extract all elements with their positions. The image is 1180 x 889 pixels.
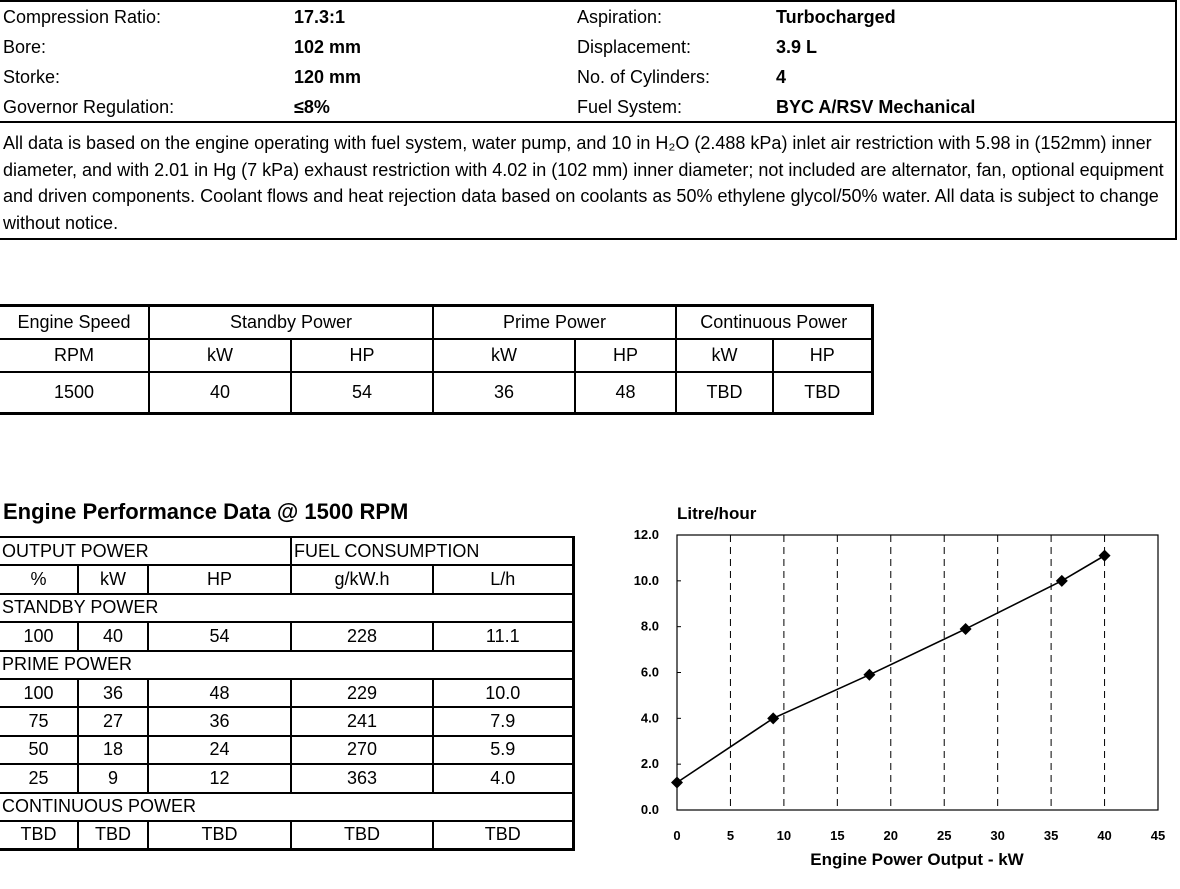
data-cell: 10.0	[433, 679, 573, 707]
performance-title: Engine Performance Data @ 1500 RPM	[3, 499, 409, 524]
data-cell: 40	[149, 372, 291, 414]
data-cell: 100	[0, 679, 78, 707]
data-cell: 40	[78, 622, 148, 650]
data-point	[1099, 550, 1111, 562]
data-cell: 24	[148, 736, 291, 764]
section-row	[0, 793, 573, 821]
section-row	[0, 594, 573, 622]
data-cell: 36	[433, 372, 575, 414]
header-continuous-power: Continuous Power	[676, 306, 872, 339]
data-point	[767, 712, 779, 724]
y-tick-label: 0.0	[640, 802, 659, 817]
data-cell: 1500	[0, 372, 149, 414]
fuel-consumption-chart	[620, 495, 1180, 889]
data-cell: 5.9	[433, 736, 573, 764]
data-point	[671, 777, 683, 789]
data-cell: 27	[78, 707, 148, 735]
spec-row	[0, 92, 1175, 122]
spec-label: Bore:	[3, 37, 47, 57]
section-row	[0, 651, 573, 679]
x-tick-label: 20	[883, 828, 899, 843]
spec-row	[0, 62, 1175, 92]
data-cell: 228	[291, 622, 433, 650]
data-cell: 36	[148, 707, 291, 735]
header-fuel-consumption: FUEL CONSUMPTION	[291, 537, 573, 565]
x-tick-label: 10	[776, 828, 792, 843]
data-cell: 241	[291, 707, 433, 735]
table-row	[0, 736, 573, 764]
data-cell: 48	[575, 372, 676, 414]
data-cell: TBD	[433, 821, 573, 849]
disclaimer-note: All data is based on the engine operating with fuel system, water pump, and 10 in H₂O (2.488 kPa) inlet air restriction with 5.98 in (152mm) inner diameter, and with 2.01 in Hg (7 kPa) exhaust restriction with 4.02 in (102 mm) inner diameter; not included are alternator, fan, optional equipment and driven components. Coolant flows and heat rejection data based on coolants as 50% ethylene glycol/50% water. All data is subject to change without notice.	[3, 133, 1164, 233]
data-cell: 4.0	[433, 764, 573, 792]
header-engine-speed: Engine Speed	[0, 306, 149, 339]
spec-label: Compression Ratio:	[3, 7, 162, 27]
y-tick-label: 4.0	[640, 710, 659, 726]
spec-label: Fuel System:	[577, 97, 683, 117]
data-cell: 25	[0, 764, 78, 792]
data-cell: 270	[291, 736, 433, 764]
data-cell: 229	[291, 679, 433, 707]
data-cell: TBD	[0, 821, 78, 849]
spec-value: 102 mm	[294, 37, 362, 57]
x-tick-label: 25	[936, 828, 952, 843]
data-point	[863, 669, 875, 681]
y-tick-label: 12.0	[633, 527, 659, 542]
section-label: CONTINUOUS POWER	[0, 793, 573, 821]
spec-value: 120 mm	[294, 67, 362, 87]
data-cell: 48	[148, 679, 291, 707]
table-row	[0, 764, 573, 792]
data-cell: 100	[0, 622, 78, 650]
data-cell: 18	[78, 736, 148, 764]
header-prime-power: Prime Power	[433, 306, 676, 339]
x-tick-label: 5	[726, 828, 735, 843]
data-cell: 36	[78, 679, 148, 707]
x-tick-label: 45	[1150, 828, 1166, 843]
unit-cell: HP	[773, 339, 872, 372]
performance-table	[0, 536, 575, 851]
data-cell: TBD	[78, 821, 148, 849]
data-cell: 7.9	[433, 707, 573, 735]
unit-cell: RPM	[0, 339, 149, 372]
data-point	[960, 623, 972, 635]
unit-cell: kW	[149, 339, 291, 372]
unit-cell: kW	[676, 339, 773, 372]
table-row	[0, 565, 573, 593]
table-row	[0, 372, 872, 414]
spec-label: Aspiration:	[577, 7, 663, 27]
y-tick-label: 8.0	[640, 618, 659, 634]
spec-label: Storke:	[3, 67, 61, 87]
axis-ticks	[634, 527, 1166, 843]
chart-title: Litre/hour	[677, 504, 757, 523]
header-output-power: OUTPUT POWER	[0, 537, 291, 565]
spec-value: ≤8%	[294, 97, 330, 117]
table-row	[0, 679, 573, 707]
spec-row	[0, 2, 1175, 32]
x-tick-label: 35	[1043, 828, 1059, 843]
x-tick-label: 15	[830, 828, 845, 843]
spec-value: 17.3:1	[294, 7, 346, 27]
header-kw: kW	[78, 565, 148, 593]
table-row	[0, 537, 573, 565]
header-standby-power: Standby Power	[149, 306, 433, 339]
data-cell: TBD	[676, 372, 773, 414]
spec-label: No. of Cylinders:	[577, 67, 711, 87]
section-label: PRIME POWER	[0, 651, 573, 679]
unit-cell: kW	[433, 339, 575, 372]
y-tick-label: 10.0	[633, 572, 659, 588]
table-row	[0, 306, 872, 339]
data-cell: 54	[148, 622, 291, 650]
spec-row	[0, 32, 1175, 62]
table-row	[0, 821, 573, 849]
spec-value: Turbocharged	[776, 7, 896, 27]
data-cell: 12	[148, 764, 291, 792]
spec-value: BYC A/RSV Mechanical	[776, 97, 976, 117]
header-pct: %	[0, 565, 78, 593]
header-hp: HP	[148, 565, 291, 593]
data-cell: 11.1	[433, 622, 573, 650]
x-tick-label: 30	[990, 828, 1005, 843]
spec-grid	[0, 2, 1175, 123]
table-row	[0, 622, 573, 650]
spec-label: Displacement:	[577, 37, 692, 57]
spec-label: Governor Regulation:	[3, 97, 175, 117]
table-row	[0, 707, 573, 735]
data-cell: TBD	[291, 821, 433, 849]
table-row	[0, 339, 872, 372]
data-cell: 9	[78, 764, 148, 792]
unit-cell: HP	[575, 339, 676, 372]
data-cell: 50	[0, 736, 78, 764]
data-cell: TBD	[773, 372, 872, 414]
y-tick-label: 6.0	[640, 664, 659, 680]
data-cell: 75	[0, 707, 78, 735]
spec-value: 4	[776, 67, 787, 87]
data-cell: TBD	[148, 821, 291, 849]
plot-area	[677, 535, 1158, 810]
unit-cell: HP	[291, 339, 433, 372]
section-label: STANDBY POWER	[0, 594, 573, 622]
spec-box	[0, 0, 1177, 240]
data-cell: 54	[291, 372, 433, 414]
spec-value: 3.9 L	[776, 37, 818, 57]
data-point	[1056, 575, 1068, 587]
x-axis-label: Engine Power Output - kW	[810, 850, 1024, 869]
x-tick-label: 0	[673, 828, 681, 843]
power-rating-table	[0, 304, 874, 415]
header-gkwh: g/kW.h	[291, 565, 433, 593]
header-lh: L/h	[433, 565, 573, 593]
grid-lines	[730, 535, 1104, 810]
data-cell: 363	[291, 764, 433, 792]
x-tick-label: 40	[1097, 828, 1112, 843]
y-tick-label: 2.0	[640, 756, 659, 772]
